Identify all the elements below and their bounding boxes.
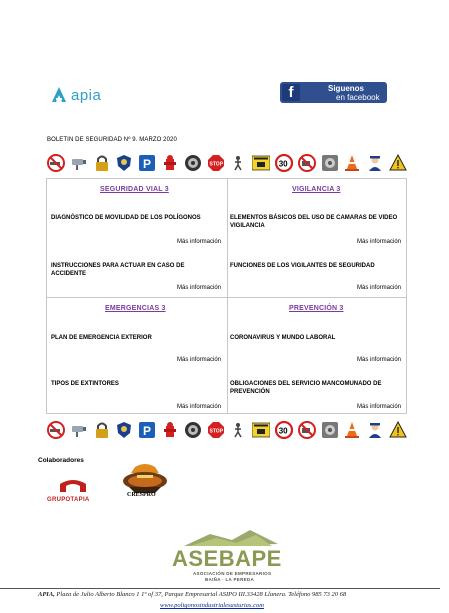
content-grid [46, 178, 407, 414]
footer-address-text: Plaza de Julio Alberto Blanco 1 1º of 37, Parque Empresarial ASIPO III.33428 Llanera. Teléfono 985 73 20 68 [54, 591, 347, 598]
no-smoking-icon [47, 421, 65, 439]
apia-logo-text: apia [71, 86, 102, 104]
speed-limit-30-icon [275, 154, 293, 172]
facebook-follow-button[interactable] [280, 82, 387, 103]
stop-sign-icon [207, 421, 225, 439]
item-title: OBLIGACIONES DEL SERVICIO MANCOMUNADO DE PREVENCIÓN [230, 381, 382, 395]
no-smoking-icon [47, 154, 65, 172]
svg-text:STOP: STOP [209, 428, 223, 435]
more-info-link[interactable]: Más información [177, 239, 222, 245]
footer-website-link[interactable]: www.poligonosindustrialesasturias.com [160, 602, 264, 609]
crespro-text: CRESPRO [127, 492, 156, 498]
grid-divider-vertical [227, 179, 228, 413]
grid-divider-horizontal [47, 297, 406, 298]
item-title: CORONAVIRUS Y MUNDO LABORAL [230, 335, 336, 341]
video-surveillance-sign-icon [252, 154, 270, 172]
item-title: DIAGNÓSTICO DE MOVILIDAD DE LOS POLÍGONOS [51, 215, 201, 221]
svg-text:P: P [143, 157, 152, 171]
bulletin-title: BOLETIN DE SEGURIDAD Nº 9. MARZO 2020 [47, 137, 177, 143]
cctv-camera-icon [70, 421, 88, 439]
icon-strip-bottom [47, 419, 407, 441]
more-info-link[interactable]: Más información [177, 404, 222, 410]
section-title-vigilancia[interactable]: VIGILANCIA 3 [292, 186, 341, 193]
padlock-icon [93, 421, 111, 439]
police-badge-icon [115, 421, 133, 439]
footer-address [38, 591, 346, 598]
vault-icon [321, 421, 339, 439]
padlock-icon [93, 154, 111, 172]
safe-dial-icon [184, 421, 202, 439]
more-info-link[interactable]: Más información [357, 357, 402, 363]
asebape-name: ASEBAPE [172, 546, 282, 571]
more-info-link[interactable]: Más información [357, 285, 402, 291]
item-title: TIPOS DE EXTINTORES [51, 381, 119, 387]
traffic-cone-icon [343, 154, 361, 172]
cctv-camera-icon [70, 154, 88, 172]
section-title-seguridad-vial[interactable]: SEGURIDAD VIAL 3 [100, 186, 169, 193]
section-title-prevencion[interactable]: PREVENCIÓN 3 [289, 305, 344, 312]
parking-icon [138, 421, 156, 439]
apia-logo [51, 86, 101, 104]
facebook-icon: f [282, 84, 300, 101]
fire-hydrant-icon [161, 421, 179, 439]
warning-sign-icon [389, 154, 407, 172]
grupotapia-text: GRUPOTAPIA [47, 497, 90, 503]
security-guard-icon [366, 154, 384, 172]
footer-divider [0, 588, 440, 589]
item-title: FUNCIONES DE LOS VIGILANTES DE SEGURIDAD [230, 263, 375, 269]
apia-logo-mark-icon [51, 86, 67, 104]
security-guard-icon [366, 421, 384, 439]
more-info-link[interactable]: Más información [177, 285, 222, 291]
item-title: PLAN DE EMERGENCIA EXTERIOR [51, 335, 152, 341]
grupotapia-arch-icon [58, 478, 88, 492]
icon-strip-top [47, 152, 407, 174]
grupotapia-logo[interactable] [47, 478, 99, 503]
facebook-line1: Siguenos [328, 83, 365, 93]
safe-dial-icon [184, 154, 202, 172]
stop-sign-icon [207, 154, 225, 172]
svg-text:30: 30 [278, 159, 288, 169]
no-cameras-icon [298, 421, 316, 439]
fire-hydrant-icon [161, 154, 179, 172]
item-title: INSTRUCCIONES PARA ACTUAR EN CASO DE ACCIDENTE [51, 263, 185, 277]
svg-text:STOP: STOP [209, 161, 223, 168]
facebook-line2: en facebook [336, 92, 380, 102]
traffic-cone-icon [343, 421, 361, 439]
more-info-link[interactable]: Más información [357, 239, 402, 245]
police-badge-icon [115, 154, 133, 172]
item-title: ELEMENTOS BÁSICOS DEL USO DE CAMARAS DE VIDEO VIGILANCIA [230, 215, 398, 229]
footer-org: APIA, [38, 591, 55, 598]
collaborators-label: Colaboradores [38, 457, 84, 464]
more-info-link[interactable]: Más información [177, 357, 222, 363]
no-cameras-icon [298, 154, 316, 172]
more-info-link[interactable]: Más información [357, 404, 402, 410]
asebape-subtitle: ASOCIACIÓN DE EMPRESARIOS [193, 571, 272, 576]
pedestrian-sign-icon [229, 421, 247, 439]
svg-text:P: P [143, 424, 152, 438]
pedestrian-sign-icon [229, 154, 247, 172]
speed-limit-30-icon [275, 421, 293, 439]
video-surveillance-sign-icon [252, 421, 270, 439]
vault-icon [321, 154, 339, 172]
section-title-emergencias[interactable]: EMERGENCIAS 3 [105, 305, 166, 312]
parking-icon [138, 154, 156, 172]
asebape-location: BAIÑA · LA PEREDA [205, 577, 255, 582]
svg-text:30: 30 [278, 426, 288, 436]
warning-sign-icon [389, 421, 407, 439]
